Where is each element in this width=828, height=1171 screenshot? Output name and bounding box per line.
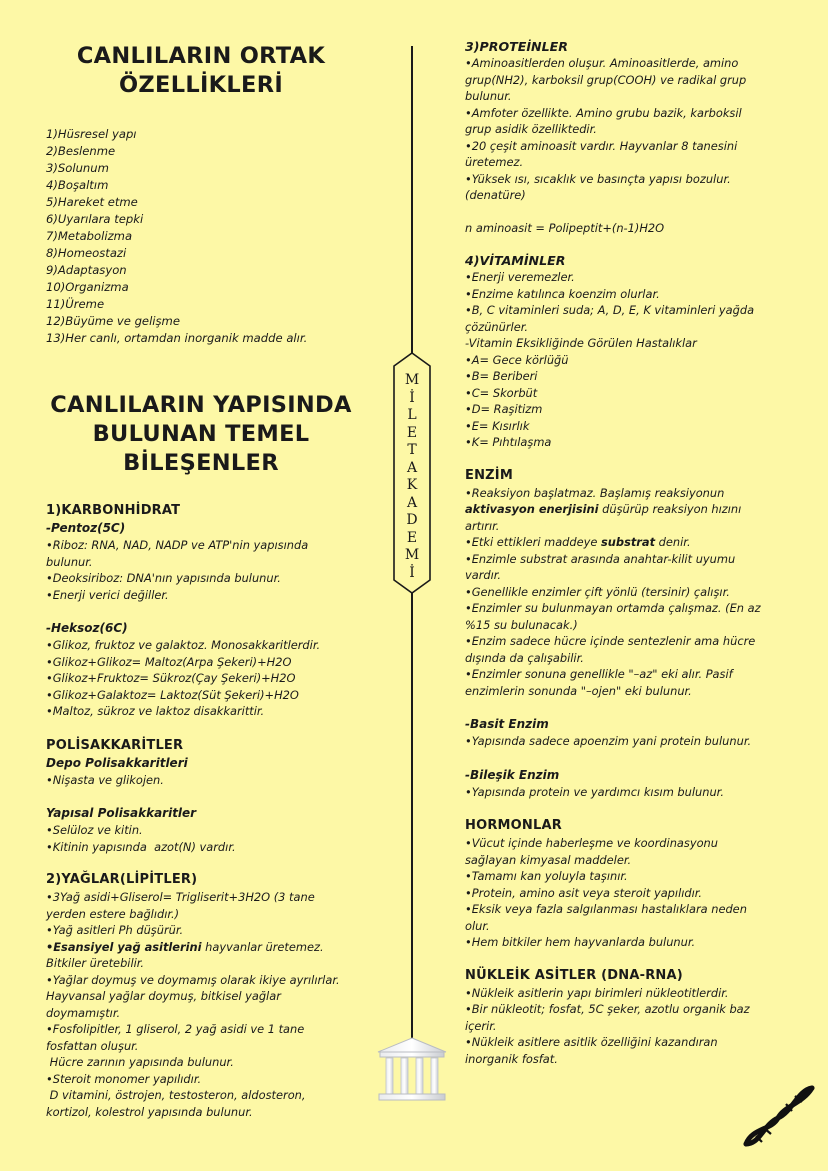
list-item: 10)Organizma	[46, 280, 129, 294]
title-ortak-ozellikler	[46, 42, 356, 100]
text-line: •Eksik veya fazla salgılanması hastalıklara neden	[465, 902, 747, 916]
text-line: •C= Skorbüt	[465, 385, 538, 400]
subsection-heading: -Bileşik Enzim	[465, 767, 560, 782]
text-line: •Riboz: RNA, NAD, NADP ve ATP'nin yapısında	[46, 538, 309, 552]
list-item: 6)Uyarılara tepki	[46, 212, 144, 226]
text-line: •D= Raşitizm	[465, 402, 543, 416]
text-line: -Vitamin Eksikliğinde Görülen Hastalıklar	[465, 336, 697, 350]
text-line: •Amfoter özellikte. Amino grubu bazik, karboksil	[465, 105, 742, 120]
text-line: •Yapısında protein ve yardımcı kısım bulunur.	[465, 784, 724, 799]
text-line: •Nişasta ve glikojen.	[46, 772, 164, 787]
text-line: D vitamini, östrojen, testosteron, aldosteron,	[46, 1088, 306, 1102]
brand-letter: M	[404, 372, 420, 388]
text-line: Hayvansal yağlar doymuş, bitkisel yağlar	[46, 989, 281, 1003]
text-line: •Yüksek ısı, sıcaklık ve basınçta yapısı bozulur.	[465, 171, 731, 186]
text-line: •Glikoz+Fruktoz= Sükroz(Çay Şekeri)+H2O	[46, 671, 296, 685]
subsection-heading: -Pentoz(5C)	[46, 521, 126, 535]
subsection-heading: -Heksoz(6C)	[46, 621, 128, 635]
text-line: •B= Beriberi	[465, 369, 538, 383]
text-line: •Vücut içinde haberleşme ve koordinasyonu	[465, 836, 718, 850]
text-line: bulunur.	[46, 554, 93, 569]
list-item: 12)Büyüme ve gelişme	[46, 314, 180, 328]
text-line: •Enerji veremezler.	[465, 270, 575, 284]
section-yaglar	[46, 871, 356, 1120]
text-line: •Enerji verici değiller.	[46, 587, 169, 602]
title-line: ÖZELLİKLERİ	[119, 72, 283, 98]
brand-letter: İ	[409, 564, 415, 581]
right-column	[465, 38, 783, 1067]
list-item: 8)Homeostazi	[46, 246, 127, 260]
text-line: (denatüre)	[465, 188, 526, 202]
text-line: dışında da çalışabilir.	[465, 650, 584, 665]
text-line: sağlayan kimyasal maddeler.	[465, 852, 632, 867]
text-line: •Enzimle substrat arasında anahtar-kilit uyumu	[465, 551, 736, 566]
text-line: vardır.	[465, 568, 502, 582]
text-line: •Kitinin yapısında azot(N) vardır.	[46, 839, 236, 854]
subsection-heading: Yapısal Polisakkaritler	[46, 806, 197, 820]
text-line: •Protein, amino asit veya steroit yapılıdır.	[465, 885, 703, 900]
text-line: •Hem bitkiler hem hayvanlarda bulunur.	[465, 935, 696, 949]
text-line: •3Yağ asidi+Gliserol= Trigliserit+3H2O (3 tane	[46, 890, 315, 904]
bold-phrase: aktivasyon enerjisini	[465, 502, 599, 516]
text-line: •K= Pıhtılaşma	[465, 435, 552, 449]
text-line: doymamıştır.	[46, 1005, 121, 1020]
text-run: •Etki ettikleri maddeye	[465, 535, 602, 549]
text-line: •Fosfolipitler, 1 gliserol, 2 yağ asidi ve 1 tane	[46, 1022, 305, 1036]
list-item: 7)Metabolizma	[46, 229, 133, 243]
text-line: •20 çeşit aminoasit vardır. Hayvanlar 8 tanesini	[465, 138, 738, 153]
text-line: •Bir nükleotit; fosfat, 5C şeker, azotlu organik baz	[465, 1002, 750, 1016]
list-item: 4)Boşaltım	[46, 178, 109, 192]
text-line: Bitkiler üretebilir.	[46, 956, 145, 970]
list-item: 3)Solunum	[46, 161, 109, 175]
text-line: •Enzimler sonuna genellikle "–az" eki alır. Pasif	[465, 667, 733, 681]
text-line: •Steroit monomer yapılıdır.	[46, 1071, 202, 1086]
text-line: •Yapısında sadece apoenzim yani protein bulunur.	[465, 734, 752, 748]
list-item: 2)Beslenme	[46, 144, 116, 158]
title-line: CANLILARIN ORTAK	[76, 43, 326, 69]
text-line: üretemez.	[465, 155, 524, 169]
text-line: kortizol, kolestrol yapısında bulunur.	[46, 1104, 253, 1119]
text-line: %15 su bulunacak.)	[465, 617, 578, 632]
brand-letter: L	[407, 407, 417, 423]
text-line: •Nükleik asitlerin yapı birimleri nükleotitlerdir.	[465, 985, 729, 1000]
section-karbonhidrat	[46, 502, 356, 855]
text-line: •Yağlar doymuş ve doymamış olarak ikiye ayrılırlar.	[46, 972, 340, 987]
text-line	[465, 501, 783, 518]
text-line: •Glikoz+Glikoz= Maltoz(Arpa Şekeri)+H2O	[46, 654, 292, 669]
section-heading: HORMONLAR	[465, 818, 562, 833]
brand-letter: E	[406, 529, 418, 546]
text-line: yerden estere bağlıdır.)	[46, 906, 180, 921]
subsection-heading: Depo Polisakkaritleri	[46, 755, 188, 770]
text-line: •Glikoz+Galaktoz= Laktoz(Süt Şekeri)+H2O	[46, 687, 299, 702]
text-line: •Deoksiriboz: DNA'nın yapısında bulunur.	[46, 571, 281, 585]
text-line: •Enzimler su bulunmayan ortamda çalışmaz. (En az	[465, 601, 761, 615]
list-item: 13)Her canlı, ortamdan inorganik madde alır.	[46, 331, 308, 345]
section-heading: 2)YAĞLAR(LİPİTLER)	[46, 872, 198, 887]
brand-letter: A	[406, 459, 418, 476]
text-line: •Genellikle enzimler çift yönlü (tersinir) çalışır.	[465, 584, 730, 599]
text-line: •Enzim sadece hücre içinde sentezlenir ama hücre	[465, 634, 756, 648]
text-line: artırır.	[465, 518, 500, 533]
text-line	[465, 534, 783, 551]
text-line: bulunur.	[465, 89, 512, 103]
list-item: 9)Adaptasyon	[46, 263, 127, 277]
dna-helix-icon	[742, 1082, 816, 1150]
section-heading: ENZİM	[465, 467, 513, 483]
text-line: içerir.	[465, 1018, 497, 1033]
section-heading: POLİSAKKARİTLER	[46, 737, 184, 753]
bold-phrase: substrat	[601, 535, 656, 549]
text-line: •Enzime katılınca koenzim olurlar.	[465, 286, 660, 301]
text-line: fosfattan oluşur.	[46, 1038, 139, 1053]
title-line: BULUNAN TEMEL	[92, 421, 310, 447]
title-temel-bilesenler	[46, 391, 356, 478]
temple-icon	[376, 1036, 448, 1102]
left-column	[46, 38, 356, 1120]
text-line: •Tamamı kan yoluyla taşınır.	[465, 869, 628, 883]
text-line: •Glikoz, fruktoz ve galaktoz. Monosakkaritlerdir.	[46, 638, 321, 652]
section-heading: NÜKLEİK ASİTLER (DNA-RNA)	[465, 967, 683, 983]
formula-text: n aminoasit = Polipeptit+(n-1)H2O	[465, 220, 665, 235]
text-line: grup asidik özelliktedir.	[465, 122, 597, 136]
features-list	[46, 126, 356, 347]
text-line: •E= Kısırlık	[465, 418, 530, 433]
text-line: •Maltoz, sükroz ve laktoz disakkarittir.	[46, 704, 265, 718]
text-line: çözünürler.	[465, 319, 528, 334]
text-line: •Nükleik asitlere asitlik özelliğini kazandıran	[465, 1035, 718, 1049]
text-line: grup(NH2), karboksil grup(COOH) ve radikal grup	[465, 72, 747, 87]
list-item: 11)Üreme	[46, 297, 105, 311]
brand-letter: İ	[409, 389, 415, 406]
text-line: Hücre zarının yapısında bulunur.	[46, 1055, 234, 1069]
subsection-heading: -Basit Enzim	[465, 717, 549, 731]
text-line: enzimlerin sonunda "–ojen" eki bulunur.	[465, 683, 692, 698]
bold-phrase: •Esansiyel yağ asitlerini	[46, 939, 202, 954]
title-line: CANLILARIN YAPISINDA	[50, 392, 352, 418]
list-item: 1)Hüsresel yapı	[46, 127, 137, 141]
text-line: •B, C vitaminleri suda; A, D, E, K vitaminleri yağda	[465, 303, 755, 317]
text-line: •Aminoasitlerden oluşur. Aminoasitlerde, amino	[465, 56, 739, 70]
section-heading: 3)PROTEİNLER	[465, 39, 568, 54]
text-run: denir.	[655, 535, 691, 549]
list-item: 5)Hareket etme	[46, 195, 138, 209]
brand-letter: E	[406, 424, 418, 441]
title-line: BİLEŞENLER	[123, 450, 279, 476]
text-run: düşürüp reaksiyon hızını	[598, 502, 742, 516]
section-heading: 1)KARBONHİDRAT	[46, 503, 181, 518]
brand-letter: A	[406, 494, 418, 511]
text-line: olur.	[465, 918, 490, 933]
brand-letter: T	[407, 442, 417, 458]
brand-letter: M	[404, 547, 420, 563]
text-line: •Reaksiyon başlatmaz. Başlamış reaksiyonun	[465, 485, 725, 500]
section-heading: 4)VİTAMİNLER	[465, 253, 566, 268]
brand-letter: K	[406, 477, 418, 493]
text-line: inorganik fosfat.	[465, 1051, 558, 1066]
brand-letter: D	[406, 512, 418, 528]
text-run: hayvanlar üretemez.	[201, 939, 324, 954]
text-line: •Yağ asitleri Ph düşürür.	[46, 923, 184, 937]
text-line: •A= Gece körlüğü	[465, 352, 569, 367]
text-line	[46, 939, 356, 956]
text-line: •Selüloz ve kitin.	[46, 823, 143, 837]
